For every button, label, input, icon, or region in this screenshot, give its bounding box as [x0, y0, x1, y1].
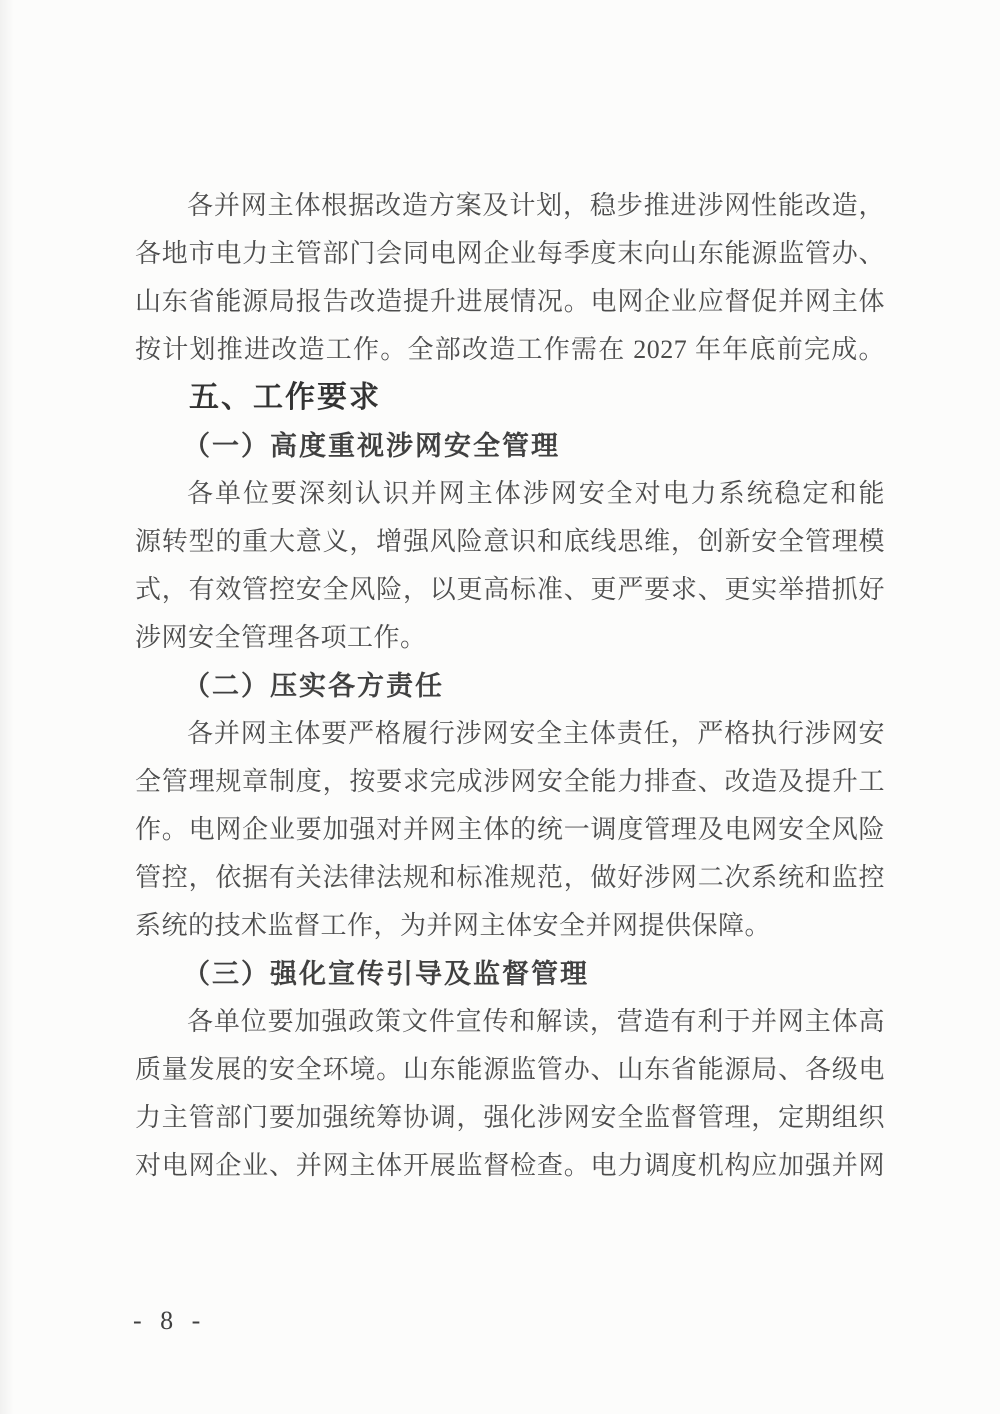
text-line: 各单位要深刻认识并网主体涉网安全对电力系统稳定和能	[187, 479, 885, 508]
text-line: 各并网主体要严格履行涉网安全主体责任，严格执行涉网安	[187, 719, 885, 748]
subsection-heading: （三）强化宣传引导及监督管理	[183, 959, 589, 989]
paragraph	[135, 998, 885, 1190]
section-heading: 五、工作要求	[189, 381, 381, 414]
subsection-heading: （一）高度重视涉网安全管理	[183, 431, 560, 461]
text-line: 管控，依据有关法律法规和标准规范，做好涉网二次系统和监控	[135, 863, 885, 892]
subsection-heading: （二）压实各方责任	[183, 671, 444, 701]
text-line: 系统的技术监督工作，为并网主体安全并网提供保障。	[135, 911, 772, 940]
text-line: 涉网安全管理各项工作。	[135, 623, 427, 652]
text-line: 按计划推进改造工作。全部改造工作需在 2027 年年底前完成。	[135, 335, 885, 364]
paragraph	[135, 182, 885, 374]
text-line: 力主管部门要加强统筹协调，强化涉网安全监督管理，定期组织	[135, 1103, 885, 1132]
text-line: 源转型的重大意义，增强风险意识和底线思维，创新安全管理模	[135, 527, 885, 556]
text-line: 全管理规章制度，按要求完成涉网安全能力排查、改造及提升工	[135, 767, 885, 796]
text-line: 对电网企业、并网主体开展监督检查。电力调度机构应加强并网	[135, 1151, 885, 1180]
text-line: 各单位要加强政策文件宣传和解读，营造有利于并网主体高	[187, 1007, 885, 1036]
paragraph	[135, 470, 885, 662]
text-line: 山东省能源局报告改造提升进展情况。电网企业应督促并网主体	[135, 287, 885, 316]
page-number: - 8 -	[133, 1306, 207, 1335]
document-body	[135, 182, 885, 1190]
paragraph	[135, 710, 885, 950]
text-line: 作。电网企业要加强对并网主体的统一调度管理及电网安全风险	[135, 815, 885, 844]
text-line: 质量发展的安全环境。山东能源监管办、山东省能源局、各级电	[135, 1055, 885, 1084]
text-line: 式，有效管控安全风险，以更高标准、更严要求、更实举措抓好	[135, 575, 885, 604]
text-line: 各地市电力主管部门会同电网企业每季度末向山东能源监管办、	[135, 239, 885, 268]
text-line: 各并网主体根据改造方案及计划，稳步推进涉网性能改造，	[187, 191, 885, 220]
